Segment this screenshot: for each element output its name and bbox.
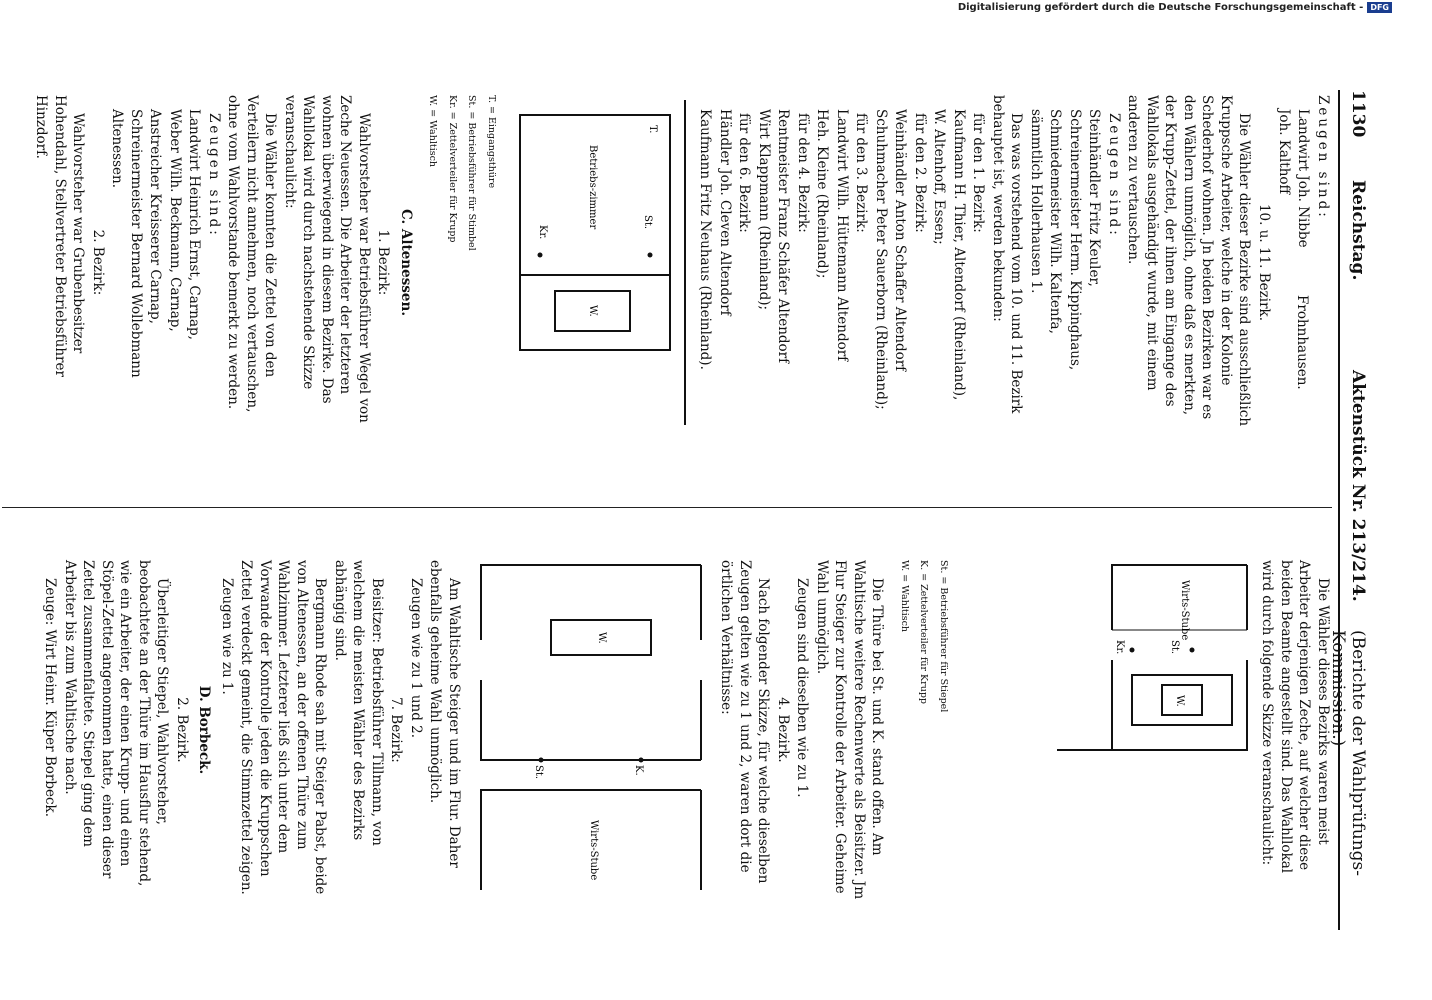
diagram2-text: Die Thüre bei St. und K. stand offen. Am Wahltische weitere Rechenwerte als Beisitzer. Jm Flur Steiger zur Kontrolle der Arbeiter. Geheime Wahl unmöglich. [814,560,886,900]
marker-dot [648,253,653,258]
bezirk2-label: für den 2. Bezirk: [912,113,928,233]
section-10-11-text: Die Wähler dieser Bezirke sind ausschließlich Kruppsche Arbeiter, welche in der Kolonie Schederhof wohnen. Jn beiden Bezirken war es den Wählern unmöglich, ohne daß es merkten, der Krupp-Zettel, der ihnen am Eingange des Wahllokals ausgehändigt wurde, mit einem anderen zu vertauschen. [1125,95,1253,427]
bezirk7-text: Beisitzer: Betriebsführer Tillmann, von welchem die meisten Wähler des Bezirks abhängig sind. [332,560,385,846]
section-10-11-witnesses-label: Zeugen sind: [1106,113,1122,238]
label-st: St. [1169,640,1180,655]
section-10-11-note: Das was vorstehend vom 10. und 11. Bezirk behauptet ist, werden bekunden: [990,95,1025,414]
witness-line: Weinhändler Anton Schaffer Altendorf [892,109,909,372]
bezirk4-text: Nach folgender Skizze, für welche dieselben Zeugen gelten wie zu 1 und 2, waren dort die örtlichen Verhältnisse: [718,560,772,884]
label-st: St. [533,765,544,780]
witness-line: Steinhändler Fritz Keuler, [1086,109,1103,287]
floorplan-diagram-1-svg [500,95,690,430]
witness-line: Kaufmann H. Thier, Altendorf (Rheinland), [951,109,967,401]
witness-line: Kaufmann Fritz Neuhaus (Rheinland). [697,109,714,370]
section-d-witness: Zeuge: Wirt Heinr. Küper Borbeck. [42,578,59,818]
section-c-text2: Die Wähler konnten die Zettel von den Verteilern nicht annehmen, noch vertauschen, ohne vom Wahlvorstande bemerkt zu werden. [225,95,279,413]
label-kr: Kr. [1114,640,1125,655]
label-k: K. [633,765,644,776]
witness-line: Weber Wilh. Beckmann, Carnap, [167,109,183,332]
section-c-text: Wahlvorsteher war Betriebsführer Wegel von Zeche Neuessen. Die Arbeiter der letzteren wohnen überwiegend in diesem Bezirke. Das Wahllokal wird durch nachstehende Skizze veranschaulicht: [282,95,372,423]
right-intro-text: Die Wähler dieses Bezirks waren meist Arbeiter derjenigen Zeche, auf welcher diese beiden Beamte angestellt sind. Das Wahllokal wird durch folgende Skizze veranschaulicht: [1259,560,1331,874]
section-c-bezirk2-text: Wahlvorsteher war Grubenbesitzer Hohendahl, Stellvertreter Betriebsführer Hinzdorf. [33,95,87,377]
legend-item: W. = Wahltisch [427,95,439,168]
label-t: T. [647,125,658,134]
marker-dot [1190,648,1195,653]
floorplan-diagram-2 [895,560,1253,900]
room-label: Wirts-Stube [1179,580,1190,641]
left-column [31,95,1332,430]
marker-dot [539,758,544,763]
legend-item: St. = Betriebsführer für Stimbel [466,95,478,251]
header-title: Reichstag. [1348,180,1368,281]
room-wall [481,680,701,760]
intro-witness-place: Frohnhausen. [1294,295,1311,390]
diagram3-witnesses: Zeugen wie zu 1 und 2. [408,578,424,739]
floorplan-diagram-3-svg [471,560,711,900]
witness-line: Anstreicher Kreisserer Carnap, [147,109,164,324]
bezirk1-label: für den 1. Bezirk: [970,113,987,233]
witness-line: Schreinermeister Herm. Kippinghaus, [1067,109,1083,371]
floorplan-diagram-1 [423,95,690,430]
bezirk4-heading: 4. Bezirk. [775,697,791,763]
column-divider [2,507,1332,508]
section-c-sub: 1. Bezirk: [375,229,392,296]
label-w: W. [587,305,598,317]
section-10-11-heading: 10. u. 11. Bezirk. [1256,203,1272,322]
legend-item: T. = Eingangsthüre [486,95,497,189]
floorplan-diagram-3 [471,560,711,900]
floorplan-diagram-2-svg [952,560,1252,900]
digitization-note-text: Digitalisierung gefördert durch die Deutsche Forschungsgemeinschaft - [957,2,1364,13]
witness-line: Schreinermeister Bernard Wollebmann Altenessen. [109,109,144,378]
header-rule [1338,90,1340,930]
page-number: 1130 [1348,90,1368,138]
label-w: W. [1174,695,1185,707]
bezirk4-label: für den 4. Bezirk: [795,113,811,233]
legend-item: W. = Wahltisch [899,560,910,633]
witness-line: Schmiedemeister Wilh. Kaltenfa, [1047,109,1064,334]
label-st: St. [642,215,653,230]
section-c-bezirk2: 2. Bezirk: [90,229,106,296]
dfg-logo: DFG [1367,2,1392,13]
document-number: Aktenstück Nr. 213/214. [1348,370,1368,602]
witness-line: sämmtlich Hollerhausen 1. [1028,109,1044,294]
bezirk6-label: für den 6. Bezirk: [736,113,753,233]
label-w: W. [596,632,607,644]
room-wall [481,565,701,640]
section-c-heading: C. Altenessen. [398,208,414,317]
marker-dot [1130,648,1135,653]
diagram3-text: Am Wahltische Steiger und im Flur. Daher ebenfalls geheime Wahl unmöglich. [427,560,462,868]
section-c-witnesses-label: Zeugen sind: [206,113,222,238]
legend-item: St. = Betriebsführer für Stiepel [938,560,949,713]
page-header [1328,90,1368,930]
section-d-text: Überleitiger Stiepel, Wahlvorsteher, beobachtete an der Thüre im Hausflur stehend, wie ein Arbeiter, der einen Krupp- und einen Stöpel-Zettel angenommen hatte, einen dieser Zettel zusammenfaltete. Stiepel ging dem Arbeiter bis zum Wahltische nach. [62,560,171,887]
bezirk3-label: für den 3. Bezirk: [853,113,870,233]
marker-dot [639,758,644,763]
witness-line: Heh. Kleine (Rheinland); [814,109,831,279]
marker-dot [538,253,543,258]
legend-item: Kr. = Zettelverteiler für Krupp [447,95,458,243]
bezirk7-heading: 7. Bezirk: [388,697,405,763]
intro-witnesses-label: Zeugen sind: [1315,95,1331,220]
witness-line: Landwirt Heinrich Ernst, Carnap, [186,109,203,340]
bezirk7-witnesses: Zeugen wie zu 1. [219,578,235,695]
witness-line: Landwirt Wilh. Hüttemann Altendorf [834,109,850,362]
intro-witness-1: Landwirt Joh. Nibbe [1295,109,1312,248]
room-wall [1057,660,1247,750]
witness-line: Schuhmacher Peter Sauerborn (Rheinland); [873,109,889,410]
bezirk7-text2: Bergmann Rhode sah mit Steiger Pabst, beide von Altenessen, an der offenen Thüre zum Wahlzimmer. Letzterer ließ sich unter dem Vorwande der Kontrolle jeden die Kruppschen Zettel verdeckt gemeint, die Stimmzettel zeigen. [238,560,329,895]
right-column [40,560,1332,900]
witness-line: Wirt Klappmann (Rheinland); [756,109,772,311]
commission-label: (Berichte der Wahlprüfungs-Kommission.) [1328,630,1368,877]
section-d-sub: 2. Bezirk. [174,697,190,763]
diagram-1-legend [423,95,500,430]
legend-item: K. = Zettelverteiler für Krupp [918,560,930,704]
section-d-heading: D. Borbeck. [196,685,213,775]
diagram-2-legend [895,560,953,900]
witness-line: W. Altenhoff, Essen; [931,109,948,245]
room-label: Wirts-Stube [588,820,599,881]
label-kr: Kr. [537,225,548,240]
intro-witness-2: Joh. Kalthoff [1276,109,1292,195]
witness-line: Händler Joh. Cleven Altendorf [717,109,733,316]
witness-line: Rentmeister Franz Schäfer Altendorf [775,109,792,364]
diagram2-witnesses: Zeugen sind dieselben wie zu 1. [794,578,811,798]
room-label: Betriebs-zimmer [587,145,598,230]
